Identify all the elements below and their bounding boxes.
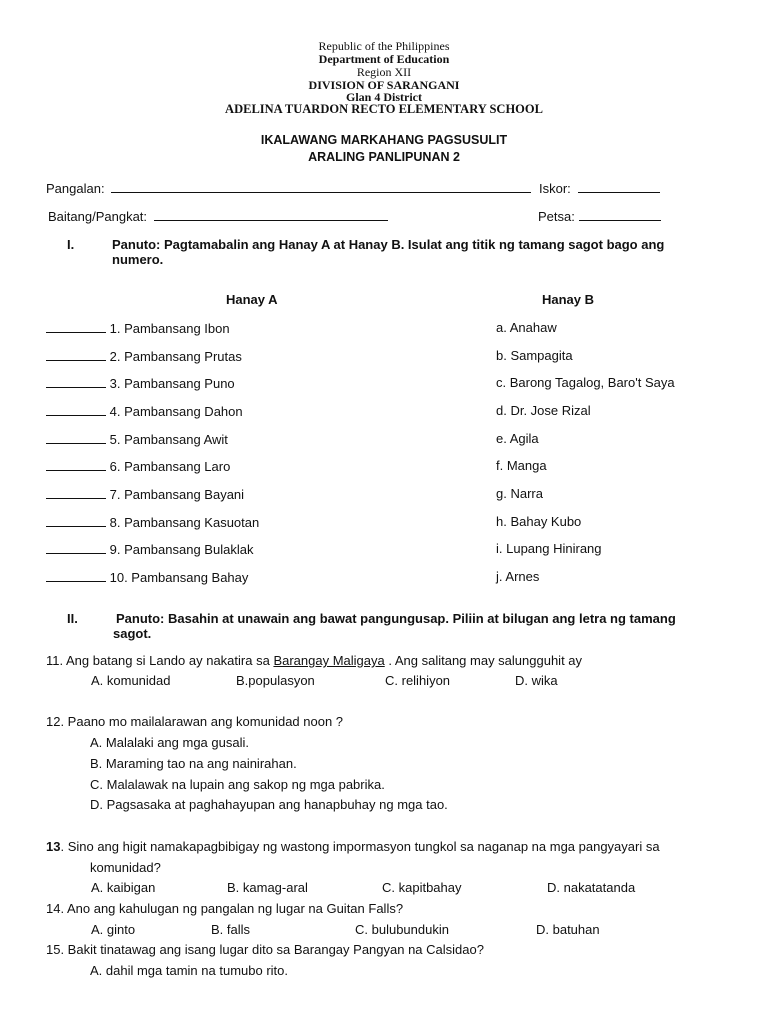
item-text: 9. Pambansang Bulaklak [109, 542, 254, 557]
date-field [538, 208, 661, 225]
q15-option-a: A. dahil mga tamin na tumubo rito. [90, 963, 288, 978]
q14-option-d: D. batuhan [536, 922, 600, 937]
choice-item: i. Lupang Hinirang [496, 541, 602, 556]
question-12: 12. Paano mo mailalarawan ang komunidad noon ? [46, 714, 344, 729]
exam-title: IKALAWANG MARKAHANG PAGSUSULIT [260, 133, 508, 147]
item-text: 4. Pambansang Dahon [109, 404, 243, 419]
item-text: 6. Pambansang Laro [109, 459, 231, 474]
list-item [46, 486, 244, 503]
item-text: 2. Pambansang Prutas [109, 349, 242, 364]
question-13-continued: komunidad? [90, 860, 161, 875]
q11-option-d: D. wika [515, 673, 558, 688]
q12-option-d: D. Pagsasaka at paghahayupan ang hanapbuhay ng mga tao. [90, 797, 448, 812]
grade-field [48, 208, 388, 225]
answer-blank [46, 569, 106, 582]
q13-option-a: A. kaibigan [91, 880, 156, 895]
q13-option-b: B. kamag-aral [227, 880, 308, 895]
q11-option-b: B.populasyon [236, 673, 315, 688]
list-item [46, 569, 248, 586]
q13-option-c: C. kapitbahay [382, 880, 462, 895]
question-13-number: 13 [46, 839, 61, 854]
choice-item: c. Barong Tagalog, Baro't Saya [496, 375, 675, 390]
score-blank [578, 180, 660, 193]
choice-item: j. Arnes [496, 569, 540, 584]
header-school: ADELINA TUARDON RECTO ELEMENTARY SCHOOL [225, 102, 543, 116]
item-text: 3. Pambansang Puno [109, 376, 235, 391]
column-a-header: Hanay A [226, 292, 278, 307]
part2-directions-line2: sagot. [113, 626, 152, 641]
q12-option-a: A. Malalaki ang mga gusali. [90, 735, 249, 750]
part1-numeral: I. [67, 237, 75, 252]
list-item [46, 348, 242, 365]
item-text: 7. Pambansang Bayani [109, 487, 245, 502]
date-label: Petsa: [538, 209, 575, 224]
choice-item: f. Manga [496, 458, 547, 473]
answer-blank [46, 486, 106, 499]
header-department: Department of Education [318, 52, 450, 66]
q14-option-b: B. falls [211, 922, 251, 937]
name-label: Pangalan: [46, 181, 105, 196]
choice-item: g. Narra [496, 486, 543, 501]
list-item [46, 403, 243, 420]
column-b-header: Hanay B [542, 292, 595, 307]
choice-item: b. Sampagita [496, 348, 573, 363]
q14-option-c: C. bulubundukin [355, 922, 449, 937]
answer-blank [46, 431, 106, 444]
item-text: 8. Pambansang Kasuotan [109, 515, 260, 530]
part1-directions-line2: numero. [112, 252, 164, 267]
q11-option-c: C. relihiyon [385, 673, 451, 688]
list-item [46, 458, 230, 475]
header-region: Region XII [356, 65, 412, 79]
question-13-text: . Sino ang higit namakapagbibigay ng wastong impormasyon tungkol sa naganap na mga pangyayari sa [60, 839, 660, 854]
answer-blank [46, 375, 106, 388]
answer-blank [46, 403, 106, 416]
question-15: 15. Bakit tinatawag ang isang lugar dito sa Barangay Pangyan na Calsidao? [46, 942, 484, 957]
choice-item: a. Anahaw [496, 320, 557, 335]
header-division: DIVISION OF SARANGANI [308, 78, 460, 92]
item-text: 10. Pambansang Bahay [109, 570, 249, 585]
choice-item: e. Agila [496, 431, 539, 446]
choice-item: h. Bahay Kubo [496, 514, 582, 529]
question-11 [46, 653, 582, 669]
q11-option-a: A. komunidad [91, 673, 171, 688]
grade-blank [154, 208, 388, 221]
question-13 [46, 839, 660, 855]
answer-blank [46, 514, 106, 527]
list-item [46, 514, 259, 531]
q12-option-b: B. Maraming tao na ang nainirahan. [90, 756, 297, 771]
item-text: 1. Pambansang Ibon [109, 321, 230, 336]
item-text: 5. Pambansang Awit [109, 432, 228, 447]
question-11-underlined: Barangay Maligaya [273, 653, 385, 668]
list-item [46, 431, 228, 448]
choice-item: d. Dr. Jose Rizal [496, 403, 591, 418]
list-item [46, 320, 230, 337]
part2-directions-line1: Panuto: Basahin at unawain ang bawat pangungusap. Piliin at bilugan ang letra ng tamang [116, 611, 676, 626]
exam-subject: ARALING PANLIPUNAN 2 [308, 150, 460, 164]
answer-blank [46, 541, 106, 554]
part1-directions-line1: Panuto: Pagtamabalin ang Hanay A at Hanay B. Isulat ang titik ng tamang sagot bago ang [112, 237, 665, 252]
question-11-text-end: . Ang salitang may salungguhit ay [384, 653, 583, 668]
score-field [539, 180, 660, 197]
list-item [46, 375, 235, 392]
question-11-text-start: 11. Ang batang si Lando ay nakatira sa [46, 653, 274, 668]
q13-option-d: D. nakatatanda [547, 880, 636, 895]
name-blank [111, 180, 531, 193]
answer-blank [46, 458, 106, 471]
answer-blank [46, 320, 106, 333]
header-district: Glan 4 District [346, 90, 422, 104]
q12-option-c: C. Malalawak na lupain ang sakop ng mga pabrika. [90, 777, 385, 792]
name-field [46, 180, 531, 197]
q14-option-a: A. ginto [91, 922, 136, 937]
date-blank [579, 208, 661, 221]
list-item [46, 541, 253, 558]
part2-numeral: II. [67, 611, 78, 626]
grade-label: Baitang/Pangkat: [48, 209, 148, 224]
answer-blank [46, 348, 106, 361]
header-republic: Republic of the Philippines [318, 39, 450, 53]
question-14: 14. Ano ang kahulugan ng pangalan ng lugar na Guitan Falls? [46, 901, 404, 916]
score-label: Iskor: [539, 181, 571, 196]
